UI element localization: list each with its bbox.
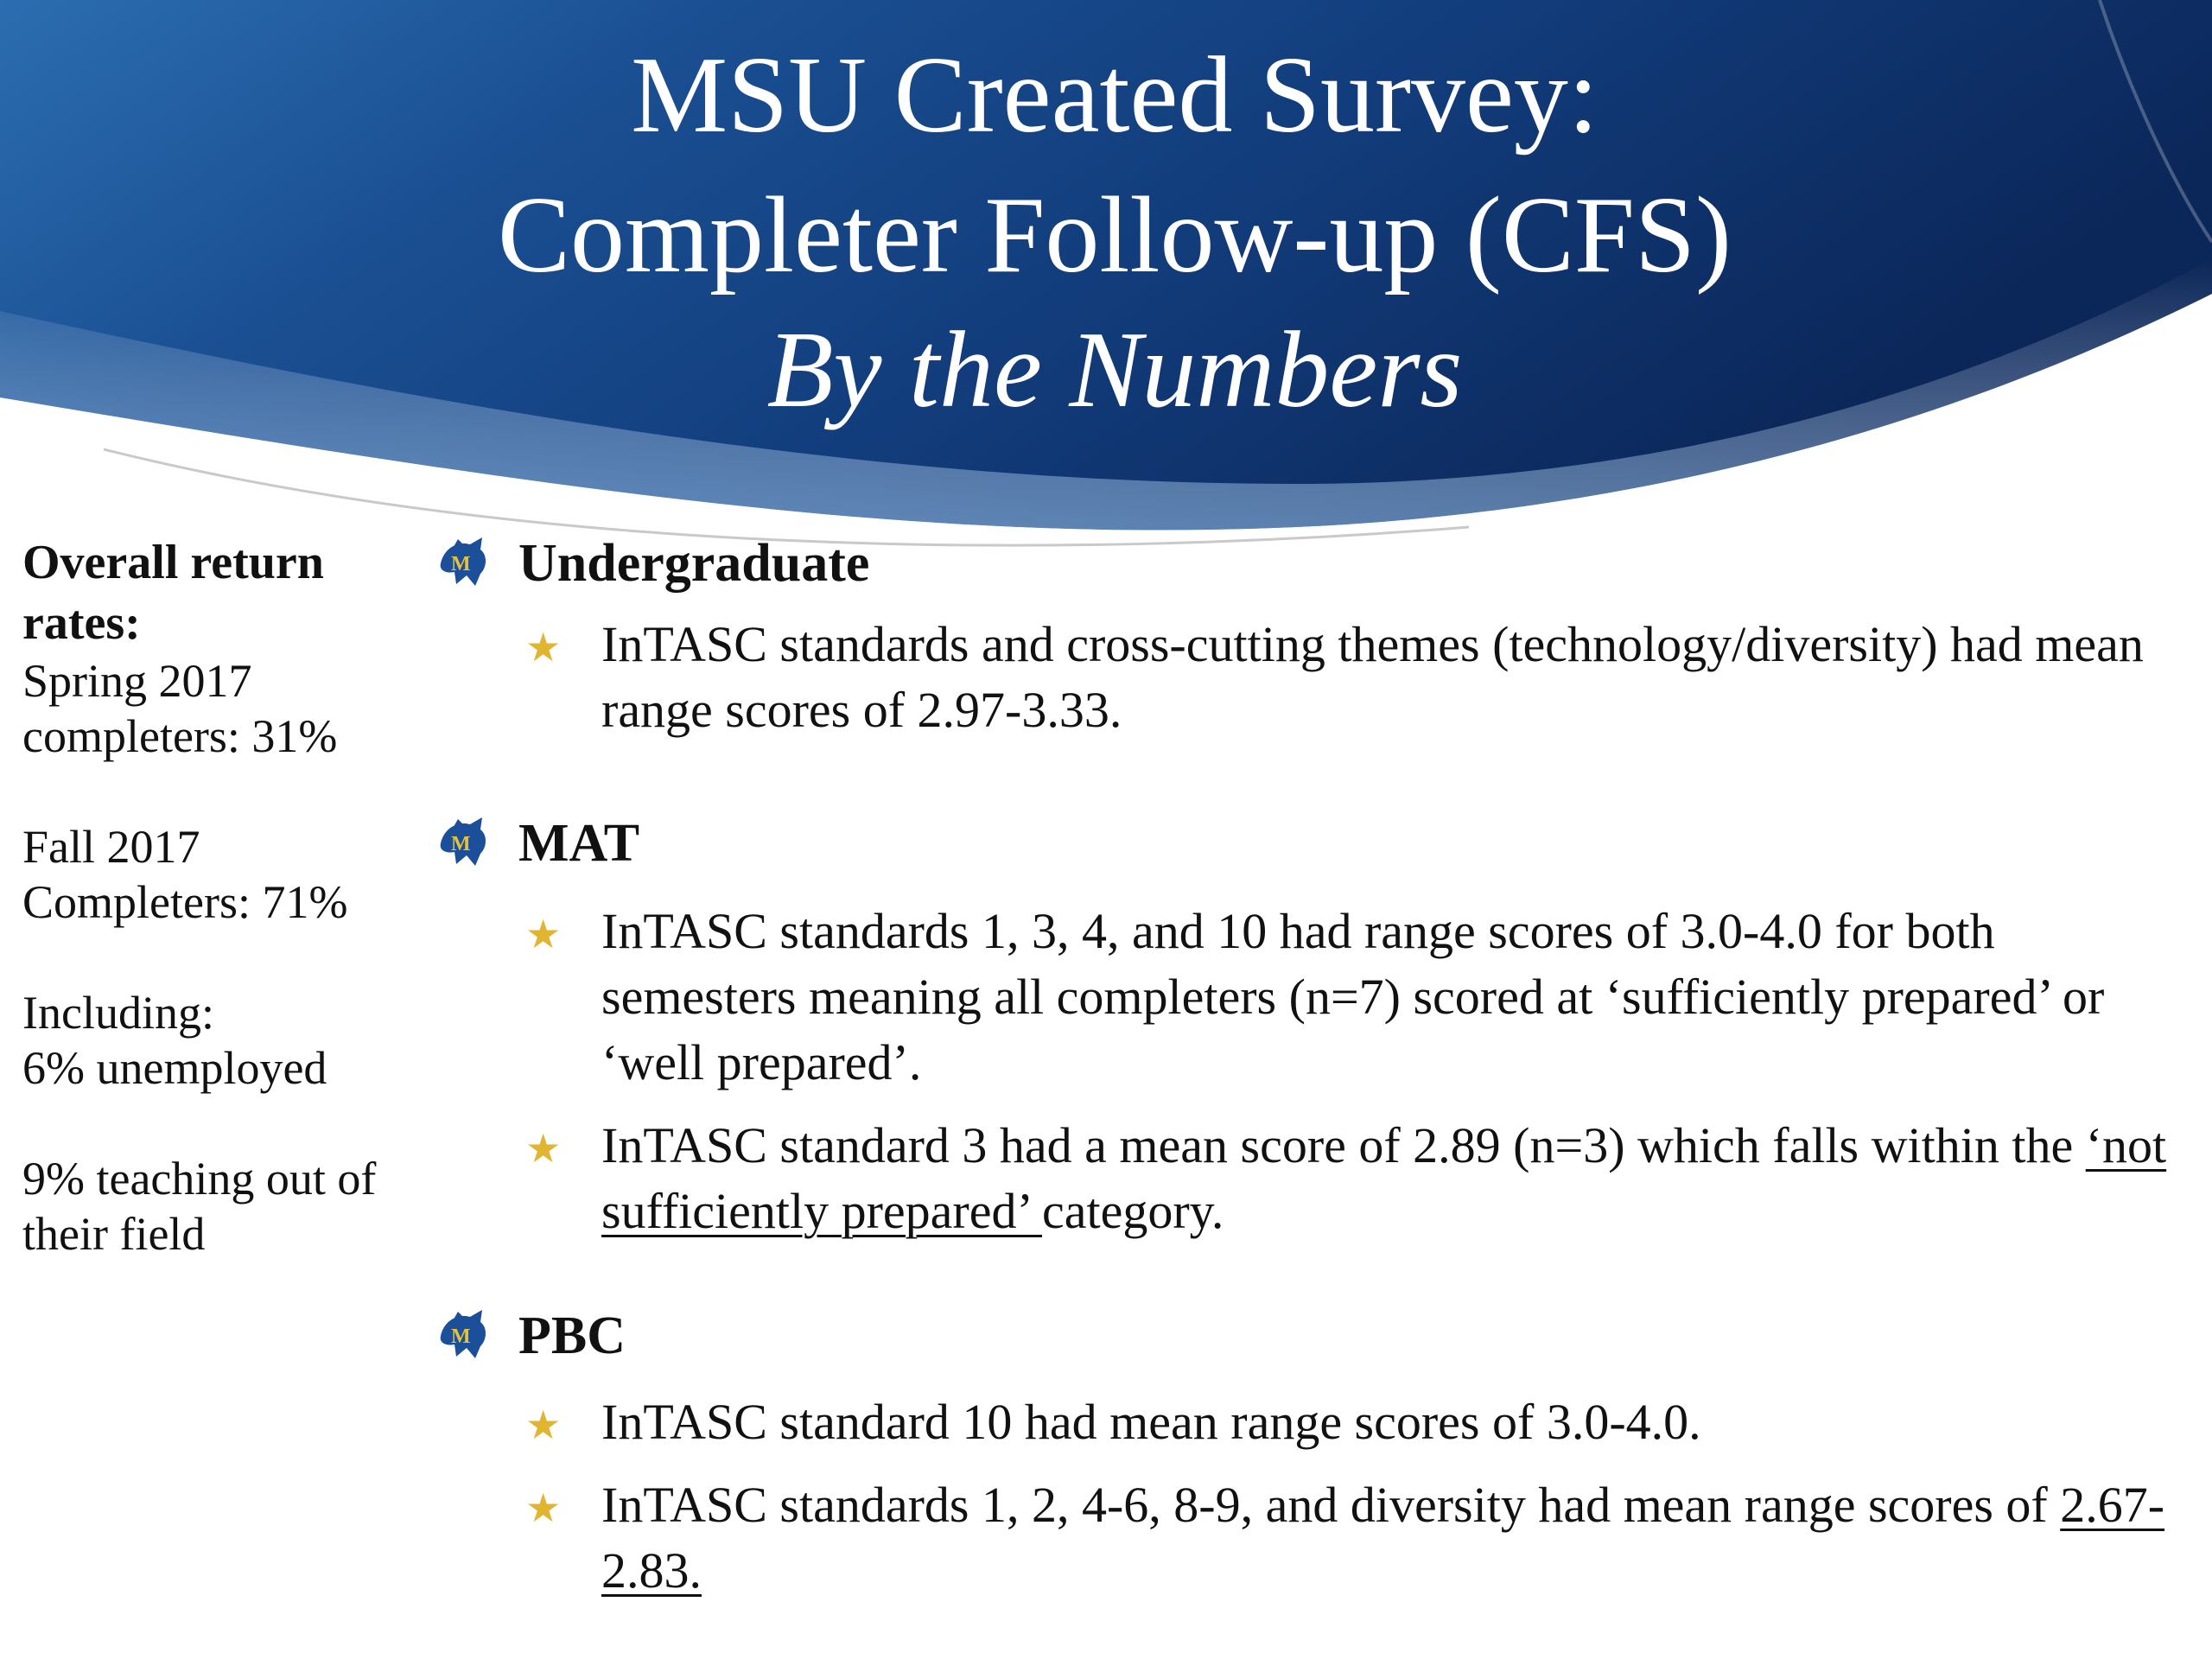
svg-text:M: M	[451, 1325, 471, 1348]
spring-rate: Spring 2017 completers: 31%	[22, 655, 338, 762]
fall-rate: Fall 2017 Completers: 71%	[22, 821, 348, 928]
including-label: Including:	[22, 987, 214, 1039]
bullet-text-end: category.	[1041, 1183, 1224, 1239]
star-icon: ★	[525, 1486, 562, 1530]
star-icon: ★	[525, 1403, 562, 1447]
bullet-item	[432, 1389, 2195, 1455]
section-heading: PBC	[518, 1306, 626, 1365]
msu-cowboy-logo-icon	[432, 809, 494, 871]
msu-cowboy-logo-icon	[432, 529, 494, 591]
results-panel	[432, 527, 2195, 1604]
svg-text:M: M	[451, 833, 471, 855]
bullet-item	[432, 612, 2195, 743]
title-line-1: MSU Created Survey:	[631, 35, 1599, 156]
including-block	[22, 985, 420, 1096]
bullet-item	[432, 899, 2195, 1096]
bullet-text: InTASC standard 10 had mean range scores of 3.0-4.0.	[601, 1394, 1701, 1450]
msu-cowboy-logo-icon	[432, 1301, 494, 1363]
return-rates-panel	[22, 532, 420, 1262]
return-rates-heading: Overall return rates:	[22, 536, 324, 650]
star-icon: ★	[525, 1127, 562, 1171]
section-heading: Undergraduate	[518, 534, 870, 593]
unemployed-rate: 6% unemployed	[22, 1042, 327, 1094]
section-mat	[432, 807, 2195, 1244]
bullet-text-start: InTASC standard 3 had a mean score of 2.89 (n=3) which falls within the	[601, 1117, 2086, 1173]
bullet-item	[432, 1472, 2195, 1604]
star-icon: ★	[525, 626, 562, 670]
title-line-3: By the Numbers	[766, 310, 1463, 430]
section-undergraduate	[432, 527, 2195, 743]
bullet-text-start: InTASC standards 1, 2, 4-6, 8-9, and diversity had mean range scores of	[601, 1477, 2061, 1533]
out-of-field-rate: 9% teaching out of their field	[22, 1153, 377, 1260]
bullet-text: InTASC standards 1, 3, 4, and 10 had range scores of 3.0-4.0 for both semesters meaning all completers (n=7) scored at ‘sufficiently prepared’ or ‘well prepared’.	[601, 903, 2105, 1090]
section-heading: MAT	[518, 814, 640, 873]
underlined-category: ‘not sufficiently prepared’	[601, 1117, 2167, 1239]
star-icon: ★	[525, 912, 562, 957]
title-line-2: Completer Follow-up (CFS)	[497, 175, 1732, 296]
underlined-range: 2.67-2.83.	[601, 1477, 2165, 1599]
bullet-item	[432, 1113, 2195, 1244]
section-pbc	[432, 1300, 2195, 1604]
slide-title	[0, 26, 2212, 435]
svg-text:M: M	[451, 553, 471, 575]
bullet-text: InTASC standards and cross-cutting themes (technology/diversity) had mean range scores of 2.97-3.33.	[601, 616, 2144, 738]
